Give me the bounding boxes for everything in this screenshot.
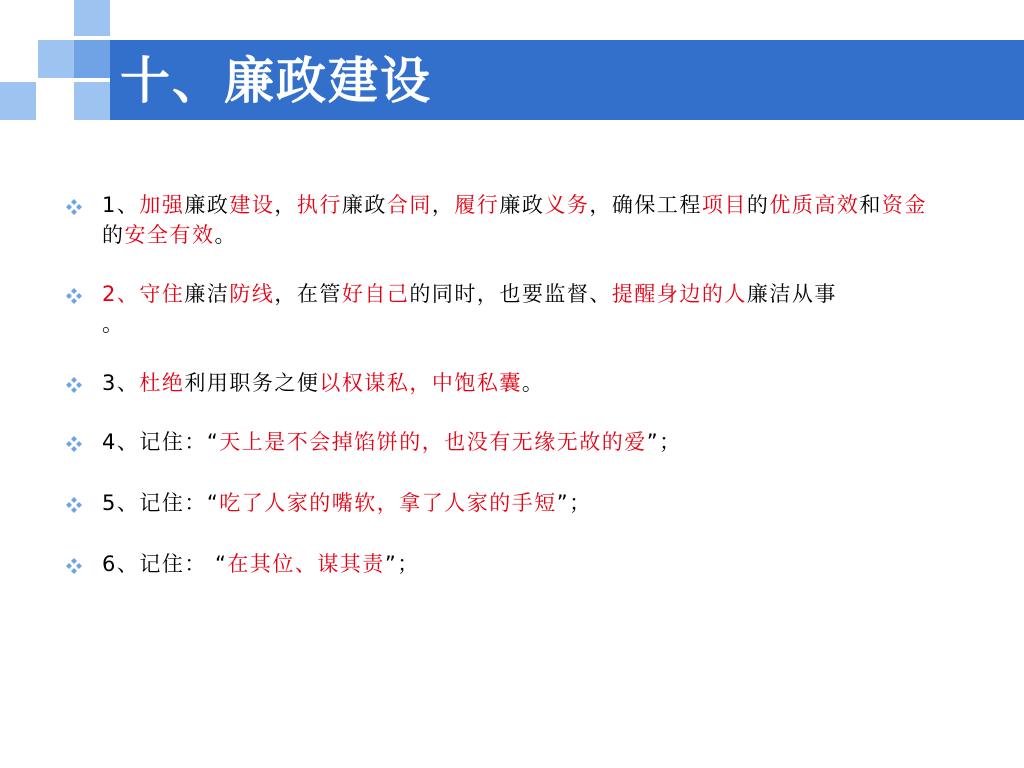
text-segment: 5、记住：“	[102, 491, 220, 515]
highlight-text: 履行	[454, 193, 500, 217]
text-segment: 和	[859, 193, 882, 217]
list-item	[66, 427, 946, 457]
corner-decoration-square	[74, 0, 110, 36]
text-segment: 。	[521, 371, 545, 395]
highlight-text: 在其位、谋其责	[227, 552, 385, 576]
text-segment: 的	[746, 193, 770, 217]
highlight-text: 好自己	[341, 282, 410, 306]
highlight-text: 天上是不会掉馅饼的，也没有无缘无故的爱	[219, 430, 647, 454]
highlight-text: 安全有效	[124, 223, 215, 247]
highlight-text: 杜绝	[139, 371, 185, 395]
highlight-text: 合同	[386, 193, 432, 217]
text-segment: 廉洁	[184, 282, 230, 306]
highlight-text: 资金	[881, 193, 927, 217]
text-segment: 4、记住：“	[102, 430, 220, 454]
highlight-text: 以权谋私，中饱私囊	[319, 371, 522, 395]
text-segment: 。	[214, 223, 237, 247]
item-text	[102, 552, 420, 576]
text-segment: 廉洁从事	[746, 282, 837, 306]
four-diamond-bullet-icon	[66, 288, 82, 304]
text-segment: 1、	[102, 193, 140, 217]
text-segment: 6、记住： “	[102, 552, 228, 576]
text-segment: 的同时，也要监督、	[409, 282, 612, 306]
corner-decoration-square	[0, 82, 36, 120]
highlight-text: 建设	[229, 193, 275, 217]
list-item	[66, 549, 946, 579]
list-item	[66, 368, 946, 398]
text-segment: 廉政	[341, 193, 387, 217]
highlight-text: 执行	[296, 193, 342, 217]
highlight-text: 2、守住	[102, 282, 185, 306]
item-text	[102, 371, 544, 395]
four-diamond-bullet-icon	[66, 436, 82, 452]
list-item	[66, 279, 946, 339]
list-item	[66, 190, 946, 250]
corner-decoration-square	[38, 40, 74, 78]
four-diamond-bullet-icon	[66, 199, 82, 215]
text-segment: 廉政	[499, 193, 545, 217]
item-text	[102, 193, 927, 247]
list-item	[66, 488, 946, 518]
highlight-text: 加强	[139, 193, 185, 217]
item-text	[102, 491, 592, 515]
text-segment: 3、	[102, 371, 140, 395]
highlight-text: 提醒身边的人	[611, 282, 747, 306]
text-segment: 廉政	[184, 193, 230, 217]
text-segment: 。	[102, 312, 125, 336]
text-segment: ，确保工程	[589, 193, 702, 217]
item-text	[102, 430, 682, 454]
item-text	[102, 282, 837, 336]
slide-title: 十、廉政建设	[120, 51, 432, 110]
text-segment: ，	[274, 193, 297, 217]
corner-decoration-square	[74, 40, 110, 78]
text-segment: ”；	[646, 430, 682, 454]
text-segment: ”；	[384, 552, 420, 576]
text-segment: 利用职务之便	[184, 371, 320, 395]
text-segment: ，	[431, 193, 455, 217]
highlight-text: 吃了人家的嘴软，拿了人家的手短	[219, 491, 557, 515]
four-diamond-bullet-icon	[66, 558, 82, 574]
four-diamond-bullet-icon	[66, 497, 82, 513]
corner-decoration-square	[74, 82, 110, 120]
text-segment: ，在管	[274, 282, 342, 306]
text-segment: ”；	[556, 491, 592, 515]
highlight-text: 防线	[229, 282, 275, 306]
text-segment: 的	[102, 223, 125, 247]
highlight-text: 义务	[544, 193, 590, 217]
four-diamond-bullet-icon	[66, 377, 82, 393]
highlight-text: 优质高效	[769, 193, 860, 217]
bullet-list	[66, 190, 946, 610]
highlight-text: 项目	[701, 193, 747, 217]
